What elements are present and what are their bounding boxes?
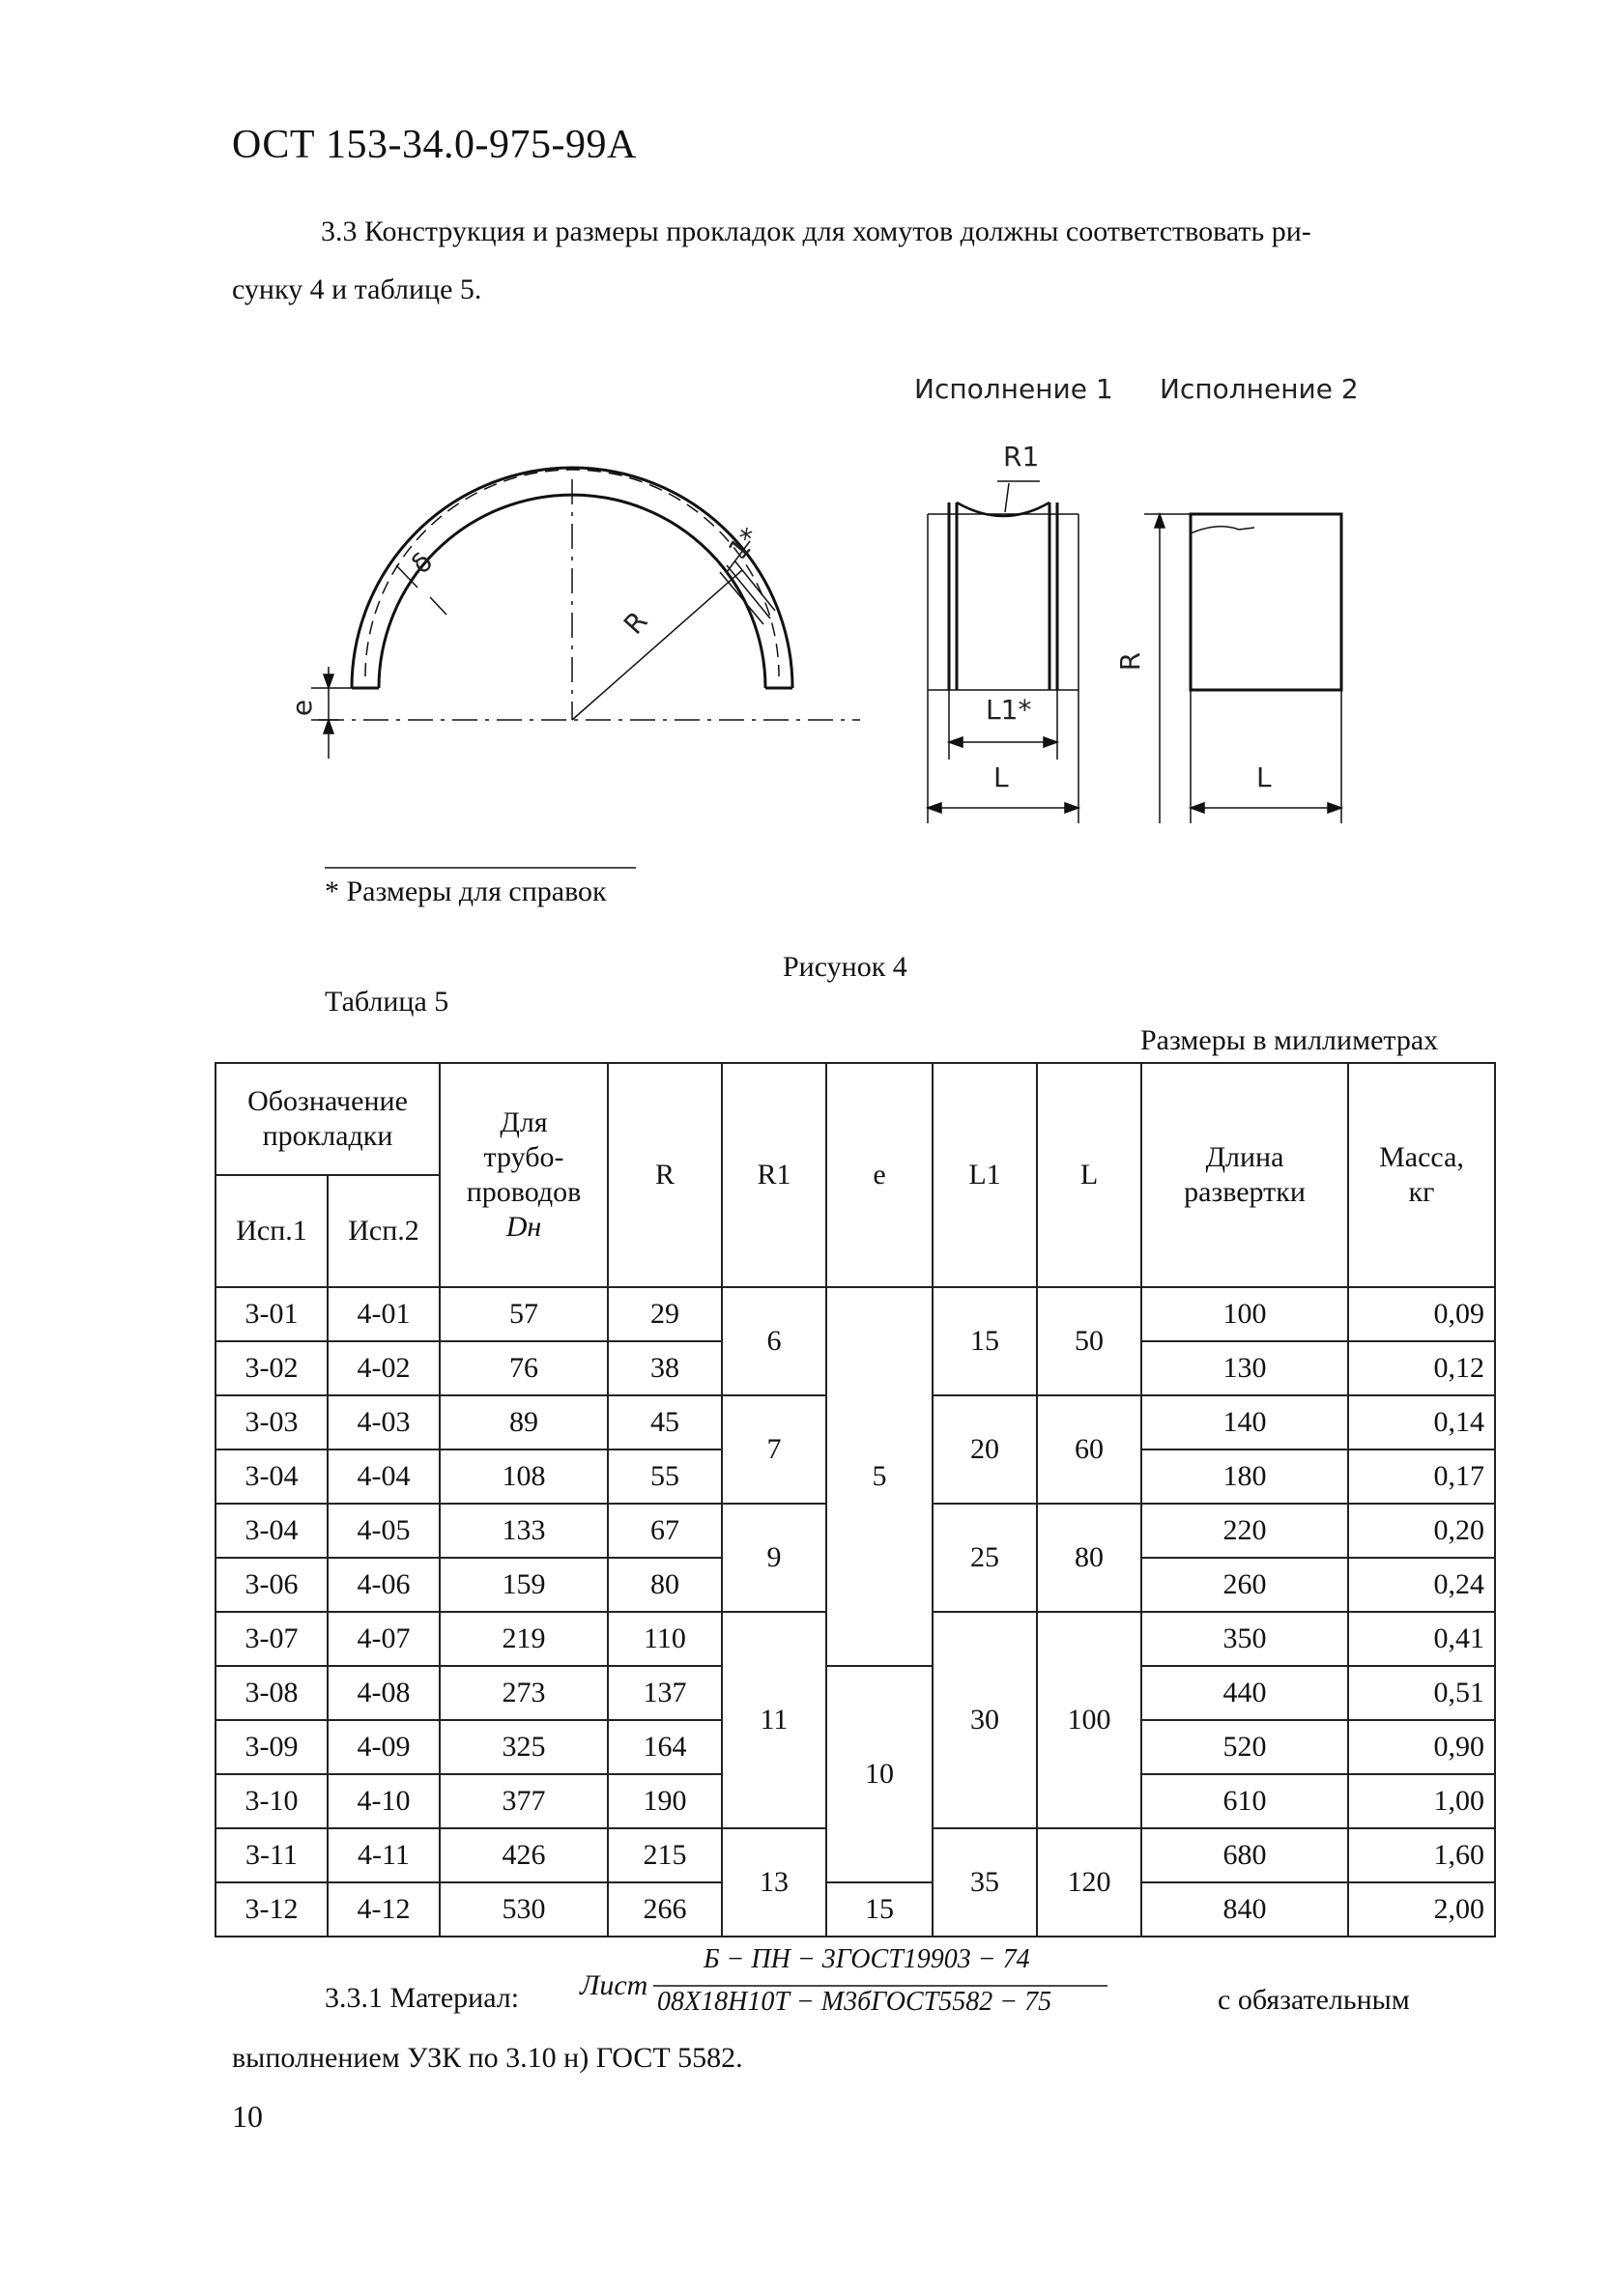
table-row: 3-10 4-10 377 190 610 1,00	[216, 1774, 1495, 1828]
header-pipe: Для трубо- проводов Dн	[440, 1063, 608, 1287]
header-L1: L1	[933, 1063, 1037, 1287]
dim-label-1star: 1*	[722, 521, 766, 566]
table-row: 3-04 4-04 108 55 180 0,17	[216, 1449, 1495, 1504]
dim-label-e: e	[286, 699, 319, 717]
header-designation: Обозначение прокладки	[216, 1063, 440, 1175]
dim-label-L-v1: L	[993, 761, 1009, 793]
table-row: 3-09 4-09 325 164 520 0,90	[216, 1720, 1495, 1774]
table-row: 3-03 4-03 89 45 7 20 60 140 0,14	[216, 1395, 1495, 1449]
figure-4-drawing	[0, 0, 1610, 870]
document-code: ОСТ 153-34.0-975-99А	[232, 123, 637, 167]
variant-1-title: Исполнение 1	[914, 373, 1113, 405]
page-number: 10	[232, 2099, 263, 2134]
header-L: L	[1037, 1063, 1141, 1287]
material-suffix: с обязательным	[1218, 1984, 1410, 2016]
material-numerator: Б − ПН − 3ГОСТ19903 − 74	[704, 1944, 1030, 1974]
footnote: * Размеры для справок	[325, 875, 607, 907]
dim-label-R-v2: R	[1114, 651, 1147, 672]
material-word: Лист	[580, 1969, 648, 2001]
table-row: 3-07 4-07 219 110 11 30 100 350 0,41	[216, 1612, 1495, 1666]
figure-caption: Рисунок 4	[783, 951, 907, 983]
dim-label-delta: δ	[404, 545, 440, 581]
section-3-3-line1: 3.3 Конструкция и размеры прокладок для хомутов должны соответствовать ри-	[321, 215, 1311, 247]
dim-label-L1: L1*	[986, 694, 1032, 726]
material-label: 3.3.1 Материал:	[325, 1982, 520, 2014]
header-mass: Масса, кг	[1348, 1063, 1495, 1287]
table-5	[215, 1062, 1496, 1937]
dim-label-L-v2: L	[1256, 761, 1272, 793]
header-e: e	[826, 1063, 933, 1287]
table-row: 3-04 4-05 133 67 9 25 80 220 0,20	[216, 1504, 1495, 1558]
table-row: 3-02 4-02 76 38 130 0,12	[216, 1341, 1495, 1395]
header-R1: R1	[722, 1063, 826, 1287]
header-isp1: Исп.1	[216, 1175, 328, 1287]
table-row: 3-06 4-06 159 80 260 0,24	[216, 1558, 1495, 1612]
section-3-3-line2: сунку 4 и таблице 5.	[232, 273, 482, 305]
header-isp2: Исп.2	[328, 1175, 440, 1287]
table-title: Таблица 5	[325, 986, 449, 1018]
table-row: 3-11 4-11 426 215 13 35 120 680 1,60	[216, 1828, 1495, 1882]
header-R: R	[608, 1063, 722, 1287]
material-line2: выполнением УЗК по 3.10 н) ГОСТ 5582.	[232, 2042, 743, 2074]
table-units: Размеры в миллиметрах	[1140, 1024, 1439, 1056]
table-row: 3-12 4-12 530 266 15 840 2,00	[216, 1882, 1495, 1937]
table-row: 3-01 4-01 57 29 6 5 15 50 100 0,09	[216, 1287, 1495, 1341]
dim-label-R: R	[617, 605, 654, 641]
material-denominator: 08Х18Н10Т − М3бГОСТ5582 − 75	[657, 1987, 1052, 2017]
dim-label-R1: R1	[1003, 441, 1040, 473]
header-developed-length: Длина развертки	[1141, 1063, 1348, 1287]
variant-2-title: Исполнение 2	[1160, 373, 1359, 405]
table-row: 3-08 4-08 273 137 10 440 0,51	[216, 1666, 1495, 1720]
